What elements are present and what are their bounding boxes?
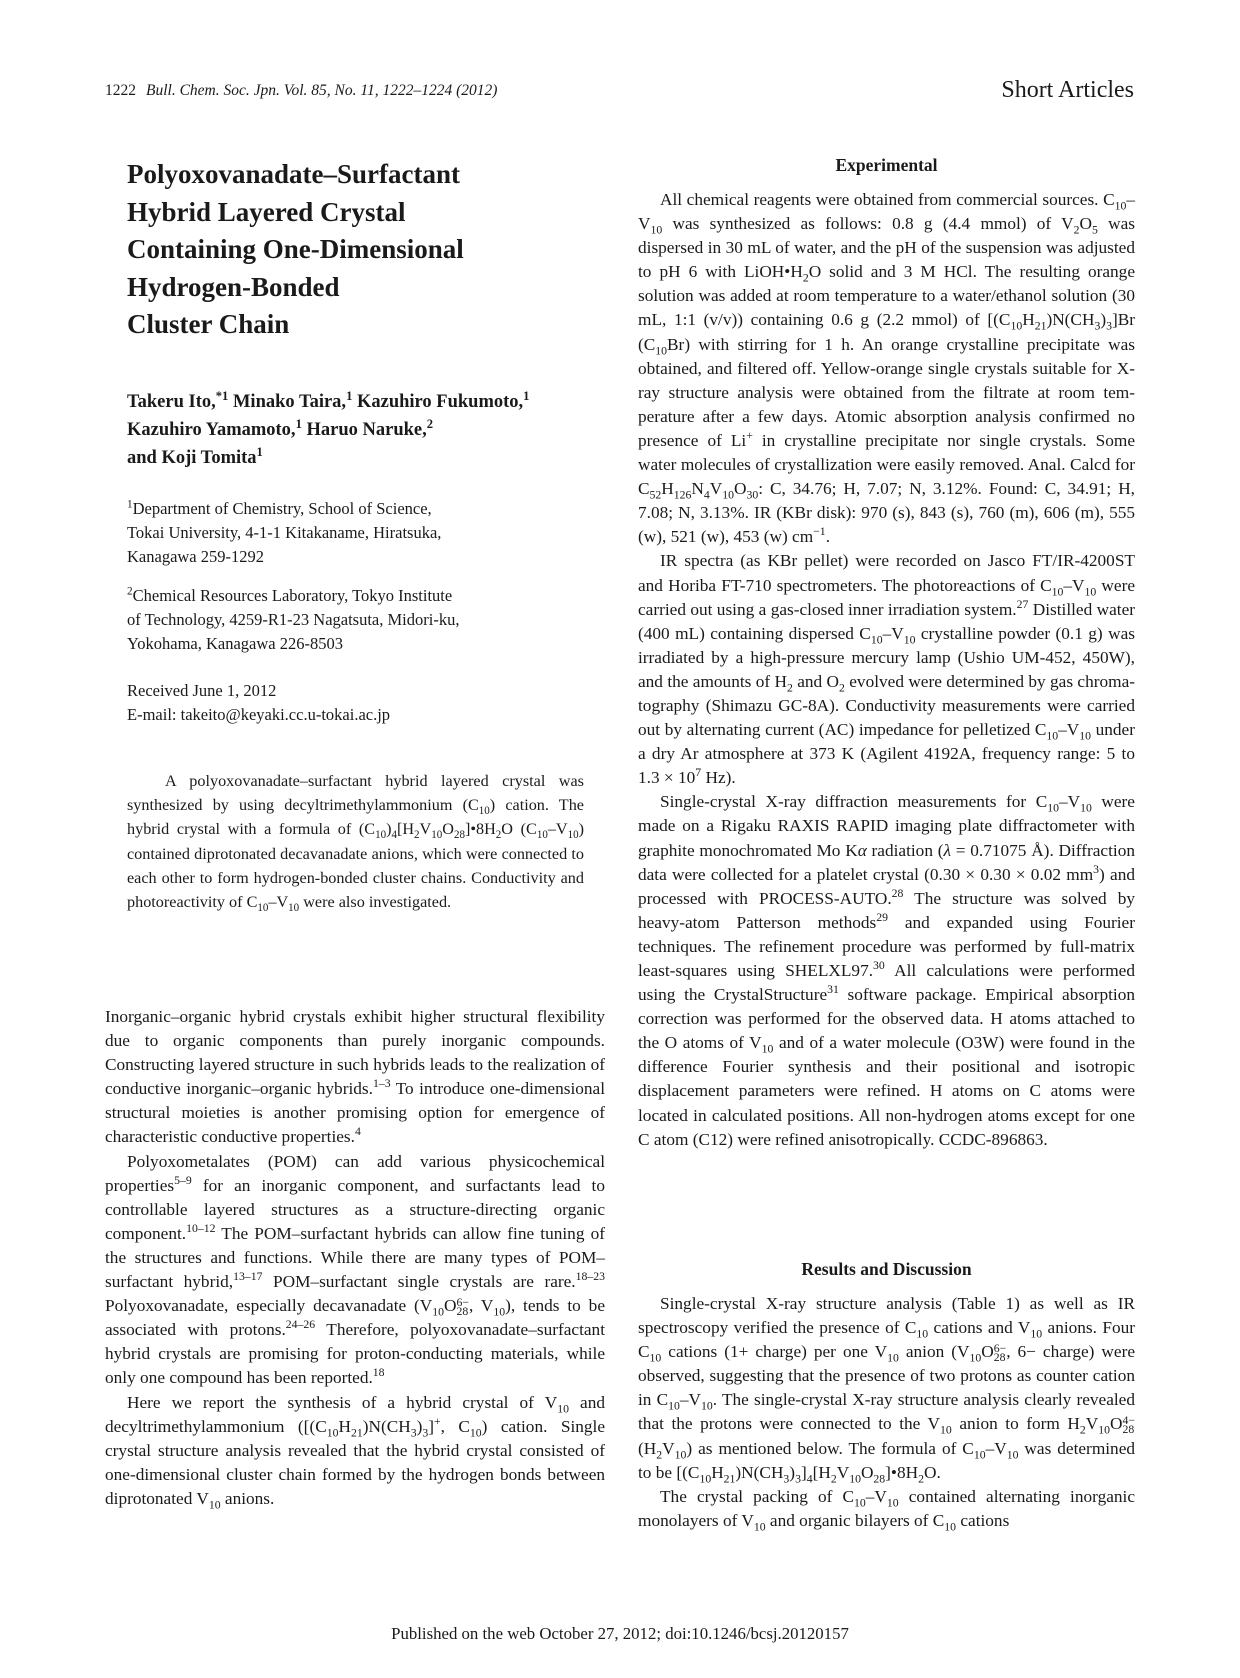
author: Takeru Ito,$^{*1}$	[127, 388, 229, 412]
body-paragraph: Here we report the synthesis of a hybrid crystal of $V_{10}$ and decyltrimethylammonium ($[(C_{10}H_{21})N(CH_3)_3]^+$, $C_{10}$) cation. Single crystal structure analysis revealed that the hybrid crystal consisted of one-dimensional cluster chain formed by the hydrogen bonds between diprotonated $V_{10}$ anions.	[105, 1392, 606, 1512]
introduction	[105, 1005, 605, 1511]
publication-footer: Published on the web October 27, 2012; doi:10.1246/bcsj.20120157	[391, 1624, 849, 1643]
section-label: Short Articles	[1001, 77, 1134, 103]
body-paragraph: Inorganic–organic hybrid crystals exhibit higher structural flexibility due to organic components than purely inorganic compounds. Constructing layered structure in such hybrids leads to the realization of conductive inorganic–organic hybrids.$^{1-3}$ To introduce one-dimensional structural moieties is another promising option for emergence of characteristic conductive properties.$^4$	[105, 1007, 605, 1147]
body-paragraph: All chemical reagents were obtained from commercial sources. $C_{10}-V_{10}$ was synthesized as follows: 0.8 g (4.4 mmol) of $V_2O_5$ was dispersed in 30 mL of water, and the pH of the suspension was adjusted to pH 6 with $LiOH•H_2O$ solid and 3 M HCl. The resulting orange solution was added at room temperature to a water/ethanol solution (30 mL, 1:1 (v/v)) containing 0.6 g (2.2 mmol) of $[(C_{10}H_{21})N(CH_3)_3]Br$ $(C_{10}Br)$ with stirring for 1 h. An orange crystalline precipitate was obtained, and filtered off. Yellow-orange single crystals suitable for X-ray structure analysis were obtained from the filtrate at room temperature after a few days. Atomic absorption analysis confirmed no presence of Li+ in crystalline precipitate nor single crystals. Some water molecules of crystallization were easily removed. Anal. Calcd for $C_{52}H_{126}N_4V_{10}O_{30}$: C, 34.76; H, 7.07; N, 3.12%. Found: C, 34.91; H, 7.08; N, 3.13%. IR (KBr disk): 970 (s), 843 (s), 760 (m), 606 (m), 555 (w), 521 (w), 453 (w) $cm^{-1}$.	[638, 190, 1135, 547]
abstract: A polyoxovanadate–surfactant hybrid layered crystal was synthesized by using decyltrimethylammonium $(C_{10})$ cation. The hybrid crystal with a formula of $(C_{10})_4[H_2V_{10}O_{28}]•8H_2O$ $(C_{10}-V_{10})$ contained diprotonated decavanadate anions, which were connected to each other to form hydrogen-bonded cluster chains. Conductivity and photoreactivity of $C_{10}-V_{10}$ were also investigated.	[127, 772, 584, 915]
email-link[interactable]: E-mail: takeito@keyaki.cc.u-tokai.ac.jp	[127, 705, 391, 724]
body-paragraph: Polyoxometalates (POM) can add various physicochemical properties$^{5-9}$ for an inorganic component, and surfactants lead to controllable layered structures as a structure-directing organic component.$^{10-12}$ The POM–surfactant hybrids can allow fine tuning of the structures and functions. While there are many types of POM–surfactant hybrid,$^{13-17}$ POM–surfactant single crystals are rare.$^{18-23}$ Polyoxovanadate, especially decavanadate ($V_{10}O$ 6− 28 , $V_{10}$), tends to be associated with protons.$^{24-26}$ Therefore, polyoxovanadate–surfactant hybrid crystals are promising for proton-conducting materials, while only one compound has been reported.$^{18}$	[105, 1151, 605, 1388]
section-heading-experimental: Experimental	[835, 155, 938, 175]
title-line: Hydrogen-Bonded	[127, 271, 340, 302]
body-paragraph: Single-crystal X-ray diffraction measurements for $C_{10}-V_{10}$ were made on a Rigaku RAXIS RAPID imaging plate diffractometer with graphite monochromated Mo Kα radiation (λ = 0.71075 Å). Diffraction data were collected for a platelet crystal (0.30 × 0.30 × 0.02 $mm^3$) and processed with PROCESS-AUTO.$^{28}$ The structure was solved by heavy-atom Patterson methods$^{29}$ and expanded using Fourier techniques. The refinement procedure was performed by full-matrix least-squares using SHELXL97.30 All calculations were performed using the CrystalStructure$^{31}$ software package. Empirical absorption correction was performed for the observed data. H atoms attached to the O atoms of $V_{10}$ and of a water molecule (O3W) were found in the difference Fourier synthesis and their positional and isotropic displacement parameters were refined. H atoms on C atoms were located in calculated positions. All non-hydrogen atoms except for one C atom (C12) were refined anisotropically. CCDC-896863.	[638, 792, 1136, 1149]
affiliation: $^1$Department of Chemistry, School of Science, Tokai University, 4-1-1 Kitakaname, Hiratsuka, Kanagawa 259-1292	[127, 498, 442, 566]
author: and Koji Tomita$^1$	[127, 444, 263, 468]
body-paragraph: Single-crystal X-ray structure analysis (Table 1) as well as IR spectroscopy verified the presence of $C_{10}$ cations and $V_{10}$ anions. Four $C_{10}$ cations (1+ charge) per one $V_{10}$ anion ($V_{10}O$ 6− 28 , 6− charge) were observed, suggesting that the presence of two protons as counter cation in $C_{10}-V_{10}$. The single-crystal X-ray structure analysis clearly revealed that the protons were connected to the $V_{10}$ anion to form $H_2V_{10}O$ 4− 28 $(H_2V_{10})$ as mentioned below. The formula of $C_{10}-V_{10}$ was determined to be $[(C_{10}H_{21})N(CH_3)_3]_4[H_2V_{10}O_{28}]•8H_2O$.	[638, 1294, 1136, 1486]
author: Kazuhiro Fukumoto,$^1$	[356, 388, 530, 412]
running-head	[105, 82, 497, 100]
experimental-section	[638, 188, 1135, 1152]
received-info	[127, 679, 587, 727]
author: Kazuhiro Yamamoto,$^1$	[127, 416, 302, 440]
article-title	[127, 156, 527, 344]
title-line: Hybrid Layered Crystal	[127, 196, 406, 227]
page-number: 1222	[105, 82, 136, 99]
journal-citation: Bull. Chem. Soc. Jpn. Vol. 85, No. 11, 1222–1224 (2012)	[146, 82, 498, 99]
title-line: Polyoxovanadate–Surfactant	[127, 159, 460, 189]
section-heading-results: Results and Discussion	[801, 1259, 972, 1279]
title-line: Containing One-Dimensional	[127, 234, 464, 264]
results-section	[638, 1292, 1135, 1533]
author: Minako Taira,$^1$	[232, 388, 353, 412]
affiliation: $^2$Chemical Resources Laboratory, Tokyo Institute of Technology, 4259-R1-23 Nagatsuta, Midori-ku, Yokohama, Kanagawa 226-8503	[127, 585, 460, 653]
received-date: Received June 1, 2012	[127, 681, 277, 700]
title-line: Cluster Chain	[127, 309, 290, 339]
body-paragraph: The crystal packing of $C_{10}-V_{10}$ contained alternating inorganic monolayers of $V_{10}$ and organic bilayers of $C_{10}$ cations	[638, 1486, 1135, 1534]
body-paragraph: IR spectra (as KBr pellet) were recorded on Jasco FT/IR-4200ST and Horiba FT-710 spectrometers. The photoreactions of $C_{10}-V_{10}$ were carried out using a gas-closed inner irradiation system.$^{27}$ Distilled water (400 mL) containing dispersed $C_{10}-V_{10}$ crystalline powder (0.1 g) was irradiated by a high-pressure mercury lamp (Ushio UM-452, 450W), and the amounts of $H_2$ and $O_2$ evolved were determined by gas chromatography (Shimazu GC-8A). Conductivity measurements were carried out by alternating current (AC) impedance for pelletized $C_{10}-V_{10}$ under a dry Ar atmosphere at 373 K (Agilent 4192A, frequency range: 5 to $1.3 \times 10^7$ Hz).	[638, 551, 1136, 788]
author-list	[127, 388, 597, 472]
author: Haruo Naruke,$^2$	[306, 416, 434, 440]
